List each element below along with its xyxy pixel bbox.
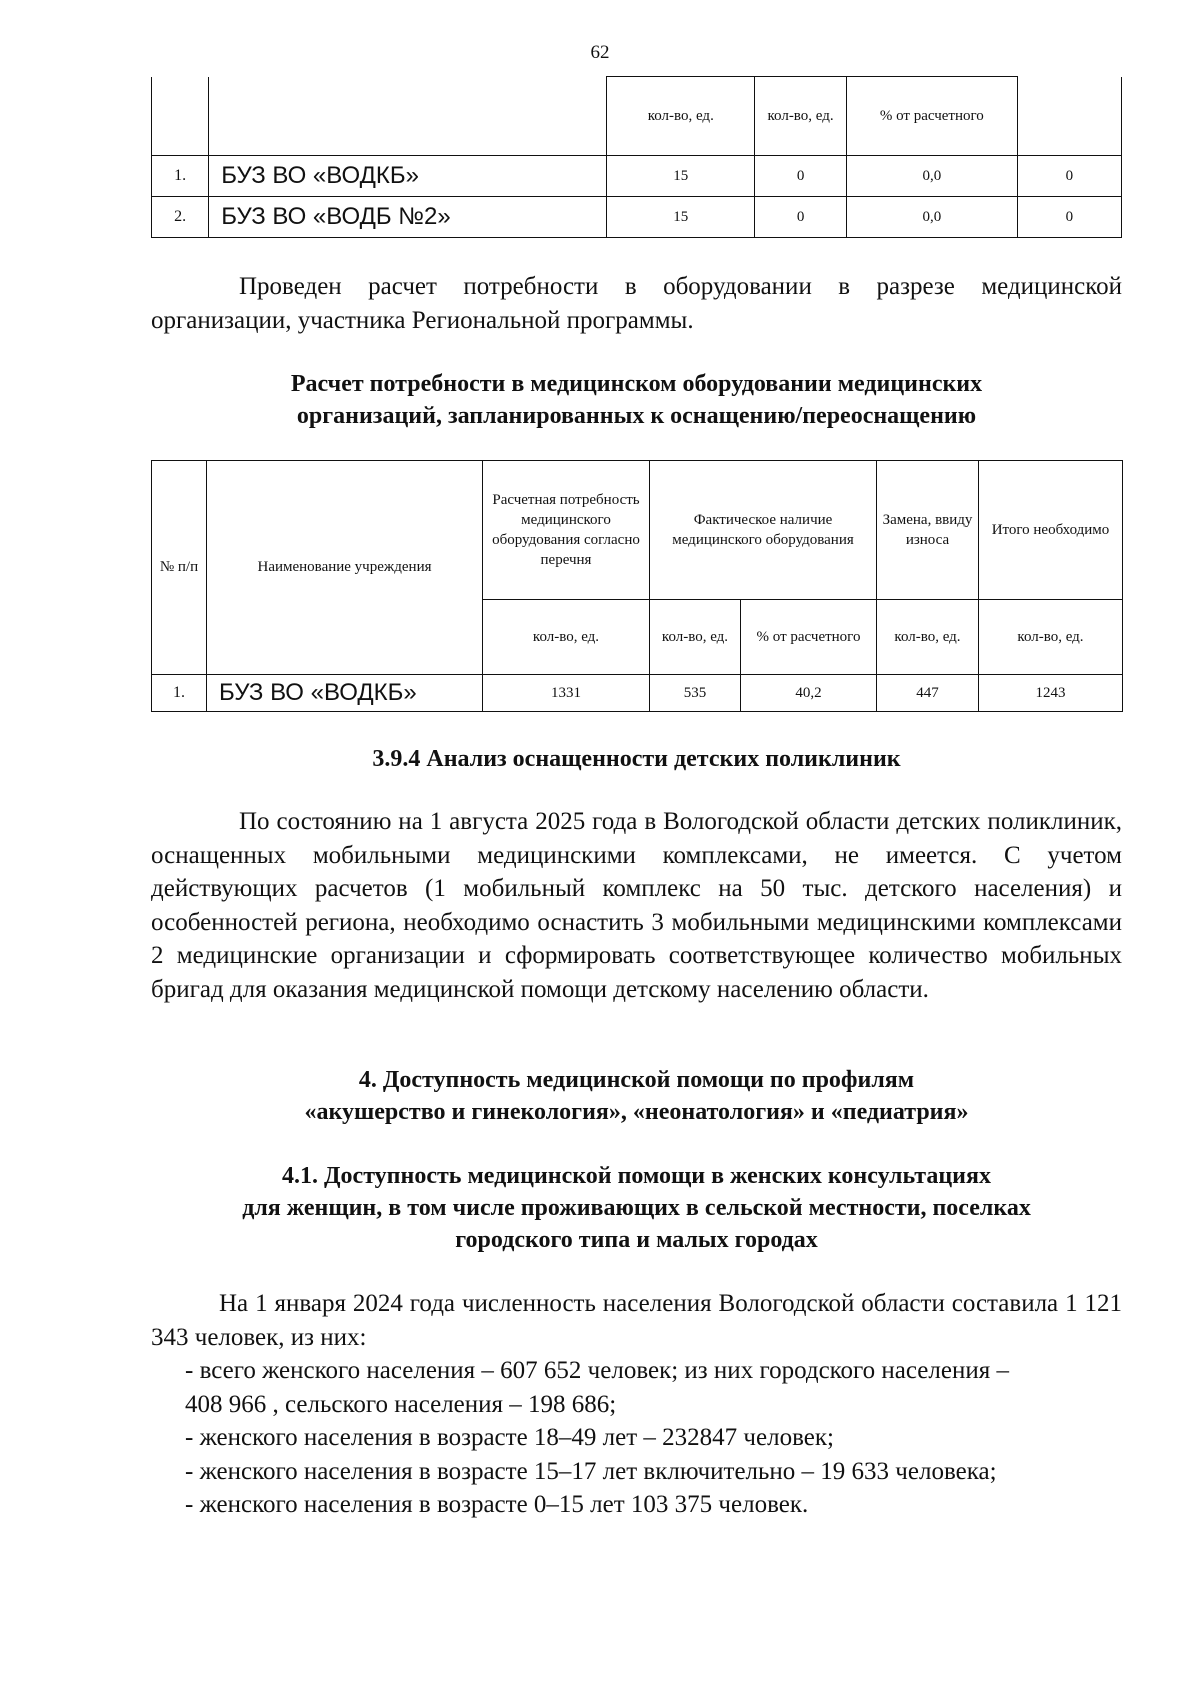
actual-pct: 0,0 [846,197,1017,238]
header-cell [152,77,209,156]
paragraph-polyclinics [151,805,1122,1006]
replacement-qty: 447 [877,675,979,712]
header-institution: Наименование учреждения [207,461,483,675]
list-item: - женского населения в возрасте 0–15 лет 103 375 человек. [185,1491,809,1518]
required-qty: 1331 [483,675,650,712]
list-item: 408 966 , сельского населения – 198 686; [185,1390,617,1418]
paragraph-calculation [151,270,1122,337]
paragraph-population [151,1287,1122,1354]
subheader-cell: % от расчетного [741,600,877,675]
heading-line: для женщин, в том числе проживающих в сельской местности, поселках [242,1195,1031,1221]
institution-name: БУЗ ВО «ВОДБ №2» [209,197,607,238]
actual-qty: 0 [755,197,847,238]
page-number: 62 [590,42,610,63]
population-list [185,1354,1140,1522]
table-row [152,156,1122,197]
total-qty: 0 [1017,156,1121,197]
table-header-row [152,461,1123,600]
table-header-row [152,77,1122,156]
header-replacement: Замена, ввиду износа [877,461,979,600]
heading-line: 4. Доступность медицинской помощи по профилям [358,1067,915,1093]
heading-line: городского типа и малых городах [455,1227,818,1253]
section-heading-equipment [151,368,1122,432]
heading-line: «акушерство и гинекология», «неонатология» и «педиатрия» [304,1099,969,1125]
subheader-cell: кол-во, ед. [650,600,741,675]
paragraph-text: На 1 января 2024 года численность населения Вологодской области составила 1 121 343 человек, из них: [151,1290,1122,1351]
row-number: 1. [152,675,207,712]
equipment-table-continued [151,76,1122,238]
subheader-cell: кол-во, ед. [979,600,1123,675]
header-cell [209,77,607,156]
total-qty: 1243 [979,675,1123,712]
row-number: 1. [152,156,209,197]
list-item: - женского населения в возрасте 15–17 лет включительно – 19 633 человека; [185,1457,997,1485]
header-cell: кол-во, ед. [755,77,847,156]
heading-line: 3.9.4 Анализ оснащенности детских поликлиник [372,746,901,772]
header-cell: % от расчетного [846,77,1017,156]
header-total: Итого необходимо [979,461,1123,600]
institution-name: БУЗ ВО «ВОДКБ» [209,156,607,197]
institution-name: БУЗ ВО «ВОДКБ» [207,675,483,712]
row-number: 2. [152,197,209,238]
section-heading-4 [151,1064,1122,1128]
actual-qty: 535 [650,675,741,712]
required-qty: 15 [607,197,755,238]
subheader-cell: кол-во, ед. [877,600,979,675]
section-heading-41 [151,1160,1122,1256]
heading-line: Расчет потребности в медицинском оборудовании медицинских [290,371,983,397]
header-actual: Фактическое наличие медицинского оборудования [650,461,877,600]
heading-line: 4.1. Доступность медицинской помощи в женских консультациях [282,1163,991,1189]
header-cell: кол-во, ед. [607,77,755,156]
table-row [152,197,1122,238]
list-item: - женского населения в возрасте 18–49 лет – 232847 человек; [185,1424,834,1451]
heading-line: организаций, запланированных к оснащению/переоснащению [296,403,977,429]
total-qty: 0 [1017,197,1121,238]
actual-pct: 0,0 [846,156,1017,197]
actual-qty: 0 [755,156,847,197]
table-row [152,675,1123,712]
list-item: - всего женского населения – 607 652 человек; из них городского населения – [185,1357,1009,1384]
header-num: № п/п [152,461,207,675]
section-heading-394 [151,743,1122,775]
header-cell [1017,77,1121,156]
paragraph-text: По состоянию на 1 августа 2025 года в Вологодской области детских поликлиник, оснащенных мобильными медицинскими комплексами, не имеется. С учетом действующих расчетов (1 мобильный комплекс на 50 тыс. детского населения) и особенностей региона, необходимо оснастить 3 мобильными медицинскими комплексами 2 медицинские организации и сформировать соответствующее количество мобильных бригад для оказания медицинской помощи детскому населению области. [151,808,1122,1003]
subheader-cell: кол-во, ед. [483,600,650,675]
required-qty: 15 [607,156,755,197]
header-required: Расчетная потребность медицинского оборудования согласно перечня [483,461,650,600]
actual-pct: 40,2 [741,675,877,712]
paragraph-text: Проведен расчет потребности в оборудовании в разрезе медицинской организации, участника Региональной программы. [151,273,1122,334]
equipment-need-table [151,460,1123,712]
